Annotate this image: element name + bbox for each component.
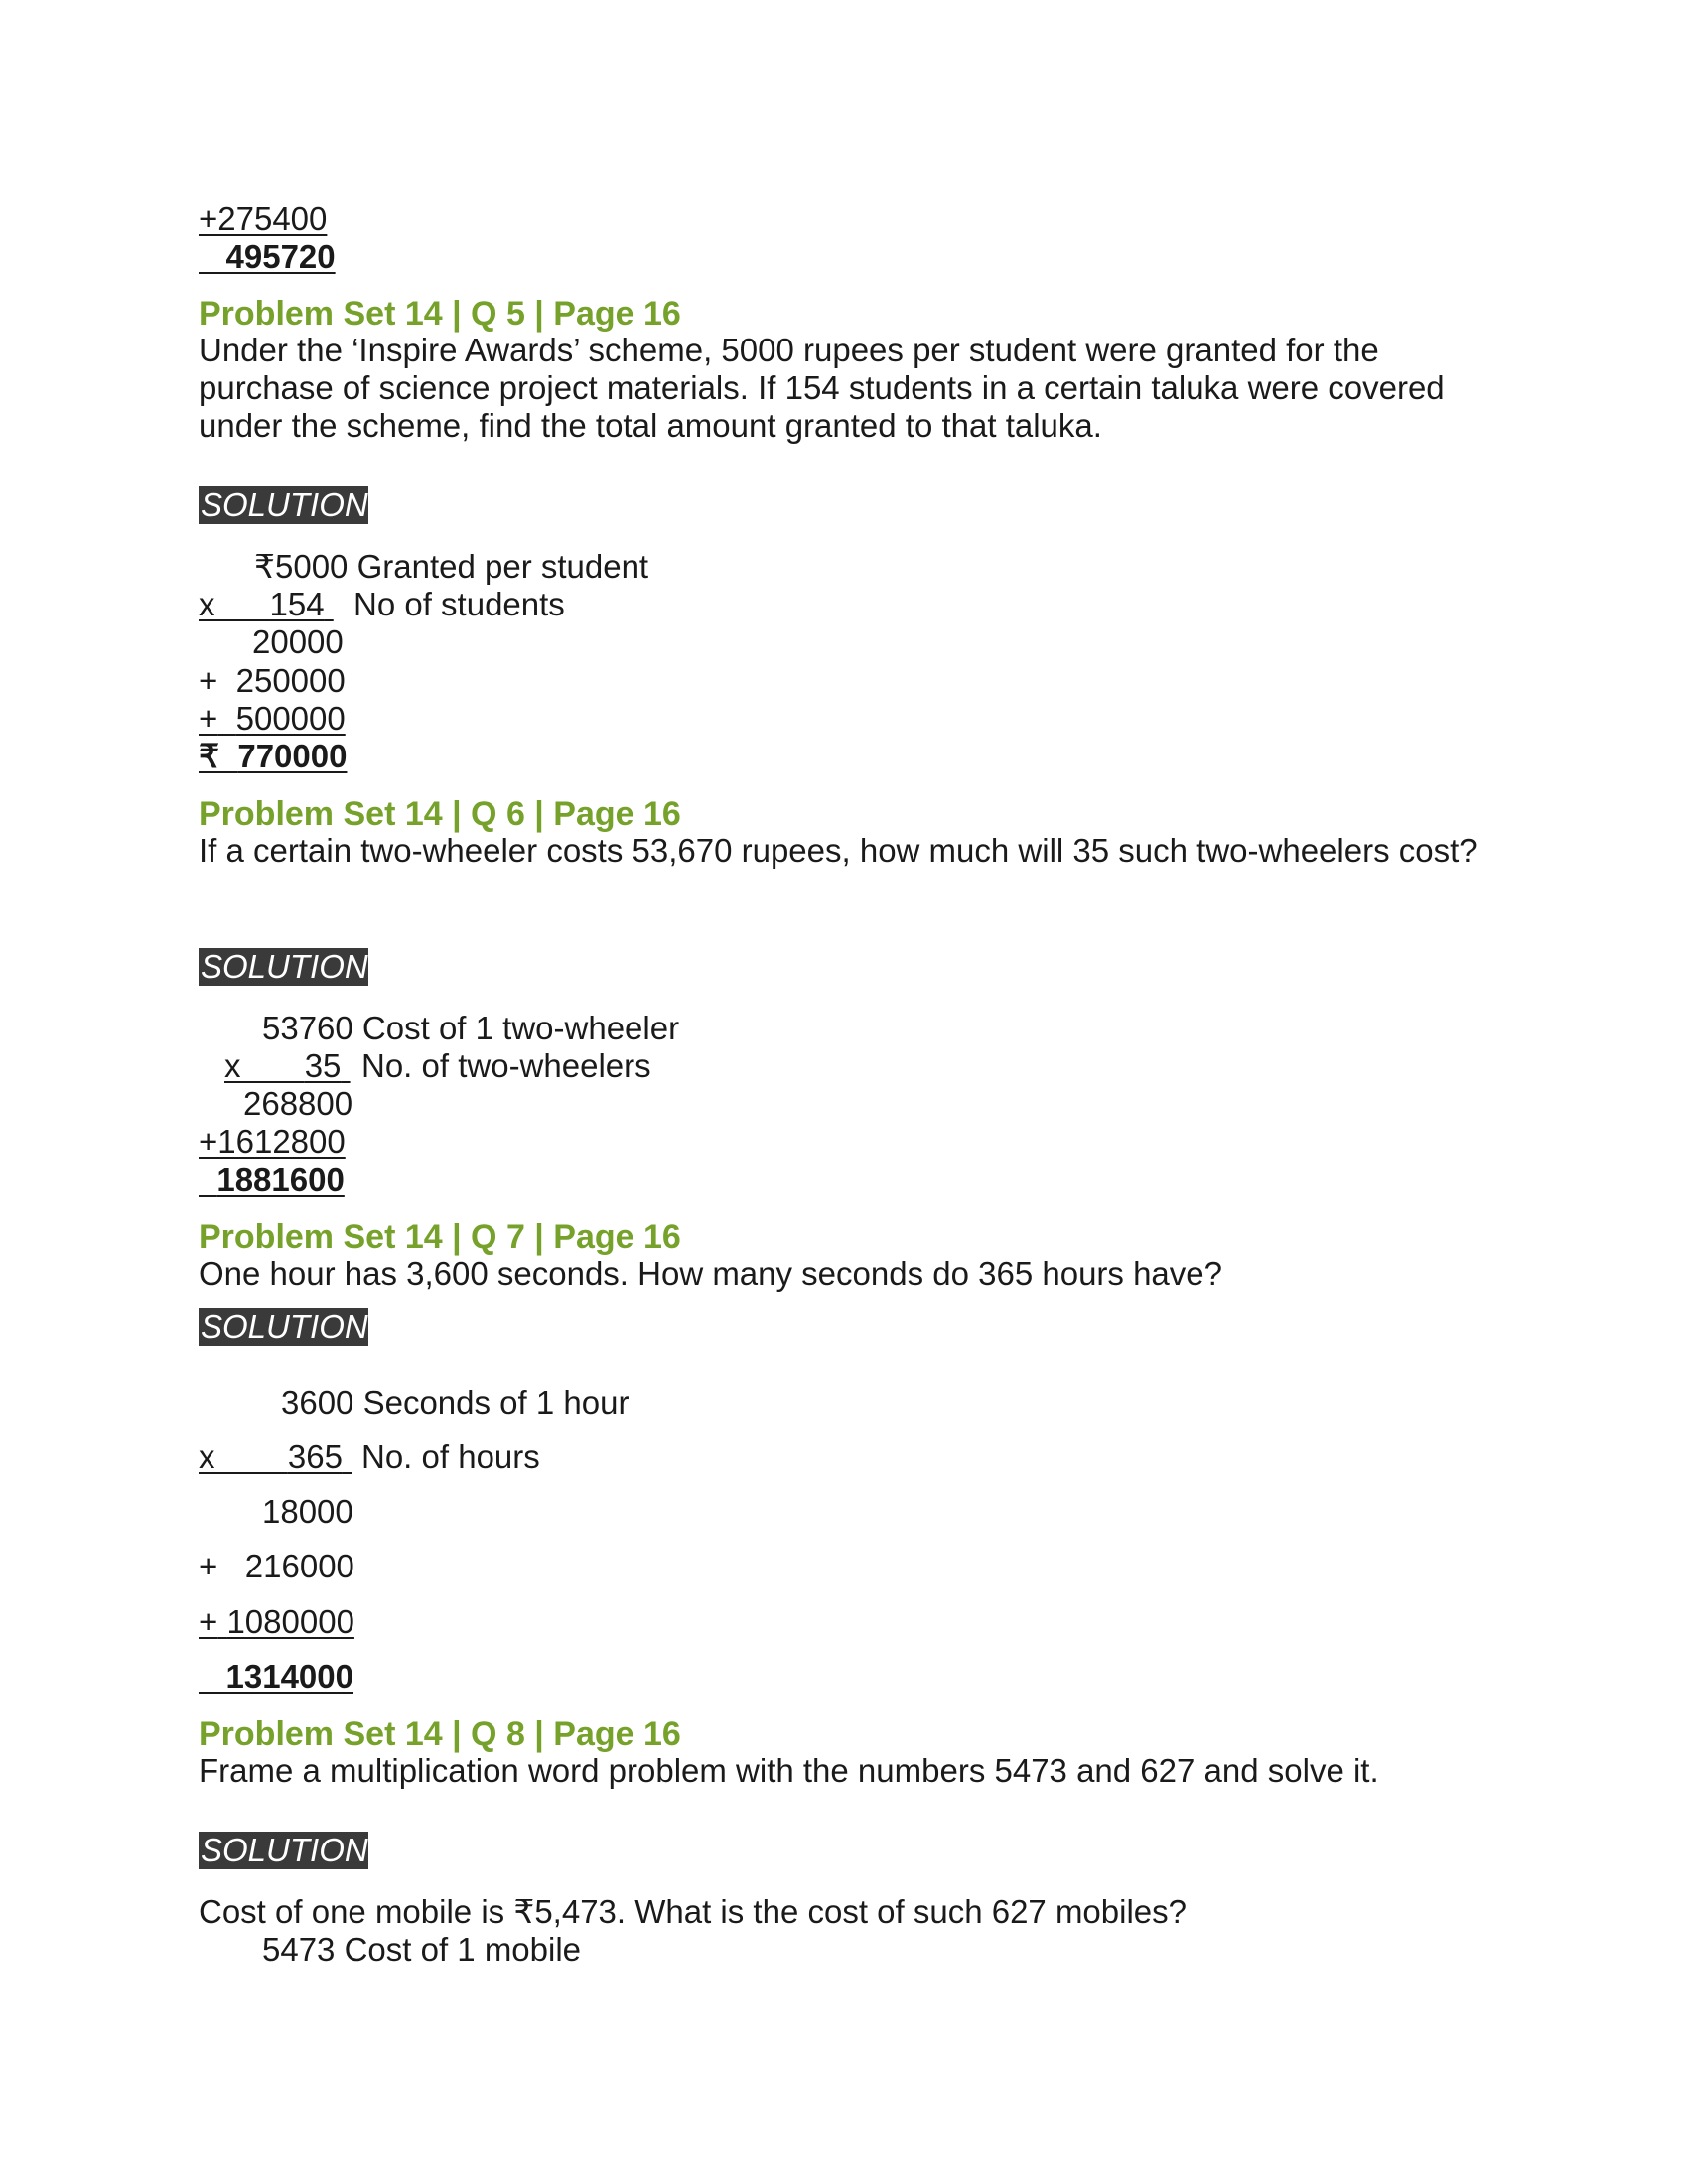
calc-line: + 216000: [199, 1548, 354, 1584]
calc-line: 53760 Cost of 1 two-wheeler: [262, 1010, 680, 1046]
calc-line: 268800: [243, 1085, 353, 1122]
calc-result: ₹ 770000: [199, 738, 348, 774]
problem-heading-q7: Problem Set 14 | Q 7 | Page 16: [199, 1218, 681, 1256]
calc-line: +1612800: [199, 1123, 346, 1160]
problem-question-q5: Under the ‘Inspire Awards’ scheme, 5000 rupees per student were granted for the purchase of science project materials. If 154 students in a certain taluka were covered under the scheme, find the total amount granted to that taluka.: [199, 332, 1445, 444]
calc-line: + 250000: [199, 662, 346, 699]
problem-question-q8: Frame a multiplication word problem with the numbers 5473 and 627 and solve it.: [199, 1752, 1379, 1789]
calc-line: 20000: [252, 623, 344, 660]
calc-line: x 365 No. of hours: [199, 1438, 540, 1475]
problem-heading-q5: Problem Set 14 | Q 5 | Page 16: [199, 295, 681, 333]
solution-label-q5: SOLUTION: [201, 486, 368, 523]
problem-heading-q8: Problem Set 14 | Q 8 | Page 16: [199, 1715, 681, 1753]
answer-text: Cost of one mobile is ₹5,473. What is the cost of such 627 mobiles?: [199, 1893, 1188, 1930]
calc-line: ₹5000 Granted per student: [254, 548, 649, 585]
solution-label-q8: SOLUTION: [201, 1832, 368, 1868]
calc-line: +275400: [199, 201, 328, 237]
calc-line: 3600 Seconds of 1 hour: [281, 1384, 630, 1421]
calc-line: 5473 Cost of 1 mobile: [262, 1931, 582, 1968]
calc-result: 1314000: [225, 1658, 353, 1695]
calc-line: x 154 No of students: [199, 586, 565, 622]
solution-label-q7: SOLUTION: [201, 1308, 368, 1345]
calc-line: + 500000: [199, 700, 346, 737]
calc-result: 495720: [225, 238, 336, 275]
calc-result: 1881600: [216, 1161, 345, 1198]
solution-label-q6: SOLUTION: [201, 948, 368, 985]
calc-line: 18000: [262, 1493, 353, 1530]
problem-heading-q6: Problem Set 14 | Q 6 | Page 16: [199, 795, 681, 833]
problem-question-q6: If a certain two-wheeler costs 53,670 rupees, how much will 35 such two-wheelers cost?: [199, 832, 1477, 869]
calc-line: + 1080000: [199, 1603, 354, 1640]
problem-question-q7: One hour has 3,600 seconds. How many seconds do 365 hours have?: [199, 1255, 1222, 1292]
calc-line: x 35 No. of two-wheelers: [224, 1047, 651, 1084]
